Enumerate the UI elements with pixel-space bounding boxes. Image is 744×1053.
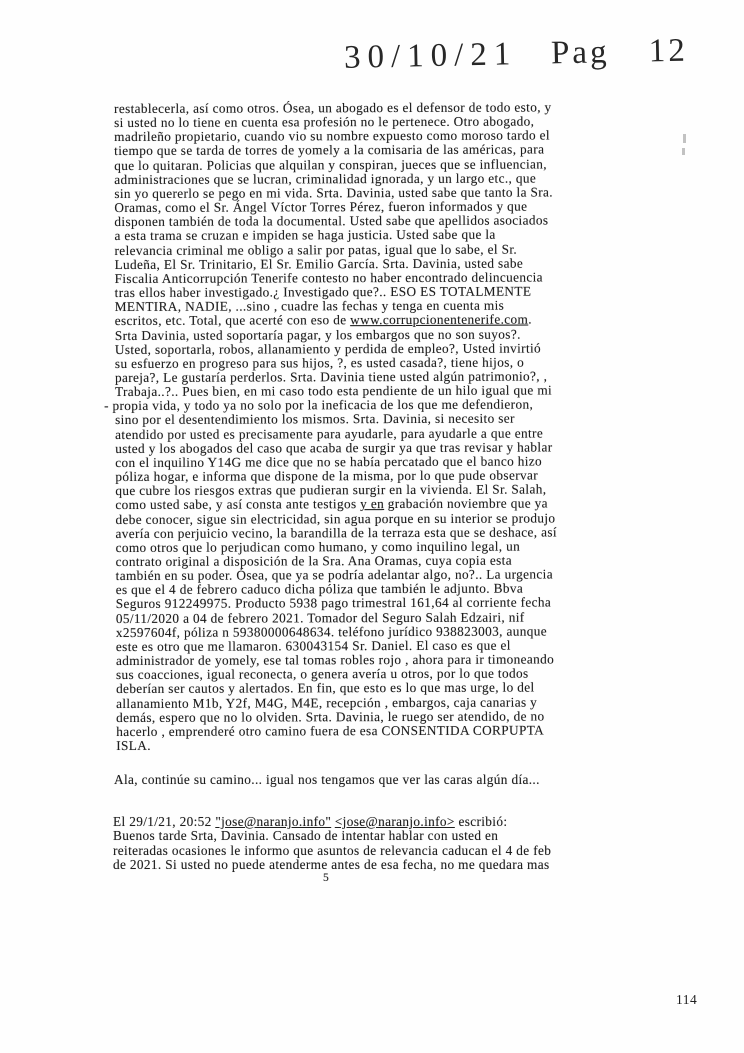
text-line: Trabaja..?.. Pues bien, en mi caso todo esta pendiente de un hilo igual que mi [114, 382, 553, 400]
text-line: demás, espero que no lo olviden. Srta. Davinia, le ruego ser atendido, de no [116, 708, 545, 725]
text-line: Usted, soportarla, robos, allanamiento y perdida de empleo?, Usted invirtió [114, 340, 542, 357]
handwritten-date: 30/10/21 [343, 36, 518, 76]
text-line: hacerlo , emprenderé otro camino fuera de esa CONSENTIDA CORPUPTA [116, 722, 545, 739]
text-line: Buenos tarde Srta, Davinia. Cansado de intentar hablar con usted en [113, 828, 499, 844]
letter-body [104, 99, 684, 754]
footnote-page-number: 5 [323, 872, 329, 884]
text-line: como usted sabe, y así consta ante testigos y en grabación noviembre que ya [115, 495, 548, 513]
handwritten-page-label: Pag 12 [550, 32, 689, 72]
text-line: Fiscalia Anticorrupción Tenerife contesto no haber encontrado delincuencia [114, 269, 543, 286]
text-line: ISLA. [116, 737, 151, 754]
text-line: con el inquilino Y14G me dice que no se había percatado que el banco hizo [115, 453, 543, 470]
scan-artifact [683, 134, 686, 143]
text-line: este es otro que me llamaron. 630043154 Sr. Daniel. El caso es que el [115, 637, 511, 654]
text-line: - propia vida, y todo ya no solo por la ineficacia de los que me defendieron, [104, 396, 534, 414]
text-line: usted y los abogados del caso que acaba de surgir ya que tras revisar y hablar [115, 439, 553, 456]
text-line: sin yo quererlo se pego en mi vida. Srta. Davinia, usted sabe que tanto la Sra. [114, 184, 553, 201]
text-line: contrato original a disposición de la Sra. Ana Oramas, cuya copia esta [115, 552, 512, 569]
page-number: 114 [676, 992, 698, 1007]
underlined-text: <jose@naranjo.info> [334, 814, 455, 829]
text-line: administrador de yomely, ese tal tomas robles rojo , ahora para ir timoneando [115, 651, 555, 669]
text-line: x2597604f, póliza n 59380000648634. teléfono jurídico 938823003, aunque [115, 623, 547, 640]
text-line: que lo quitaran. Policias que alquilan y conspiran, jueces que se influencian, [114, 156, 547, 173]
underlined-text: www.corrupcionentenerife.com [350, 311, 529, 328]
text-line: madrileño propietario, cuando vio su nombre expuesto como moroso tardo el [114, 127, 550, 145]
scan-artifact [682, 148, 685, 155]
text-line: avería con perjuicio vecino, la barandilla de la terraza esta que se deshace, así [115, 524, 557, 541]
text-line: El 29/1/21, 20:52 "jose@naranjo.info" <jose@naranjo.info> escribió: [113, 814, 508, 829]
text-line: Ludeña, El Sr. Trinitario, El Sr. Emilio García. Srta. Davinia, usted sabe [114, 255, 524, 272]
text-line: 05/11/2020 a 04 de febrero 2021. Tomador del Seguro Salah Edzairi, nif [115, 609, 525, 626]
text-line: póliza hogar, e informa que dispone de la misma, por lo que pude observar [115, 467, 539, 485]
text-line: es que el 4 de febrero caduco dicha póliza que también le adjunto. Bbva [115, 580, 524, 598]
text-line: relevancia criminal me obligo a salir por patas, igual que lo sabe, el Sr. [114, 241, 518, 258]
text-line: restablecerla, así como otros. Ósea, un abogado es el defensor de todo esto, y [113, 99, 552, 116]
text-line: Srta Davinia, usted soportaría pagar, y los embargos que no son suyos?. [114, 326, 521, 343]
text-line: su esfuerzo en progreso para sus hijos, ?, es usted casada?, tiene hijos, o [114, 354, 525, 371]
text-line: de 2021. Si usted no puede atenderme antes de esa fecha, no me quedara mas [113, 856, 550, 872]
text-line: a esta trama se cruzan e impiden se haga justicia. Usted sabe que la [114, 227, 496, 244]
text-line: MENTIRA, NADIE, ...sino , cuadre las fechas y tenga en cuenta mis [114, 297, 505, 315]
text-line: reiteradas ocasiones le informo que asuntos de relevancia caducan el 4 de feb [113, 842, 552, 858]
text-line: atendido por usted es precisamente para ayudarle, para ayudarle a que entre [115, 425, 544, 442]
text-line: disponen también de toda la documental. Usted sabe que apellidos asociados [114, 212, 549, 230]
quoted-email [113, 815, 688, 872]
text-line: deberían ser cautos y alertados. En fin, que esto es lo que mas urge, lo del [116, 679, 535, 697]
text-line: debe conocer, sigue sin electricidad, sin agua porque en su interior se produjo [115, 509, 556, 527]
underlined-text: "jose@naranjo.info" [215, 814, 332, 829]
text-line: tiempo que se tarda de torres de yomely a la comisaria de las américas, para [114, 141, 545, 159]
text-line: también en su poder. Ósea, que ya se podría adelantar algo, no?.. La urgencia [115, 566, 553, 584]
text-line: Oramas, como el Sr. Ángel Víctor Torres Pérez, fueron informados y que [114, 198, 528, 216]
text-line: pareja?, Le gustaría perderlos. Srta. Davinia tiene usted algún patrimonio?, , [114, 368, 548, 385]
text-line: allanamiento M1b, Y2f, M4G, M4E, recepción , embargos, caja canarias y [116, 694, 538, 711]
text-line: como otros que lo perjudican como humano, y como inquilino legal, un [115, 538, 521, 555]
closing-line: Ala, continúe su camino... igual nos tengamos que ver las caras algún día... [114, 772, 540, 787]
text-line: escritos, etc. Total, que acerté con eso de www.corrupcionentenerife.com. [114, 311, 532, 329]
text-line: que cubre los riesgos extras que pudieran surgir en la vivienda. El Sr. Salah, [115, 481, 547, 499]
text-line: Seguros 912249975. Producto 5938 pago trimestral 161,64 al corriente fecha [115, 594, 552, 612]
text-line: sino por el desentendimiento los mismos. Srta. Davinia, si necesito ser [115, 411, 515, 428]
text-line: si usted no lo tiene en cuenta esa profesión no le pertenece. Otro abogado, [114, 113, 535, 131]
text-line: sus coacciones, igual reconecta, o genera avería u otros, por lo que todos [115, 665, 529, 683]
text-line: tras ellos haber investigado.¿ Investigado que?.. ESO ES TOTALMENTE [114, 283, 532, 301]
underlined-text: y en [360, 496, 385, 512]
text-line: administraciones que se lucran, criminalidad ignorada, y un largo etc., que [114, 170, 537, 187]
